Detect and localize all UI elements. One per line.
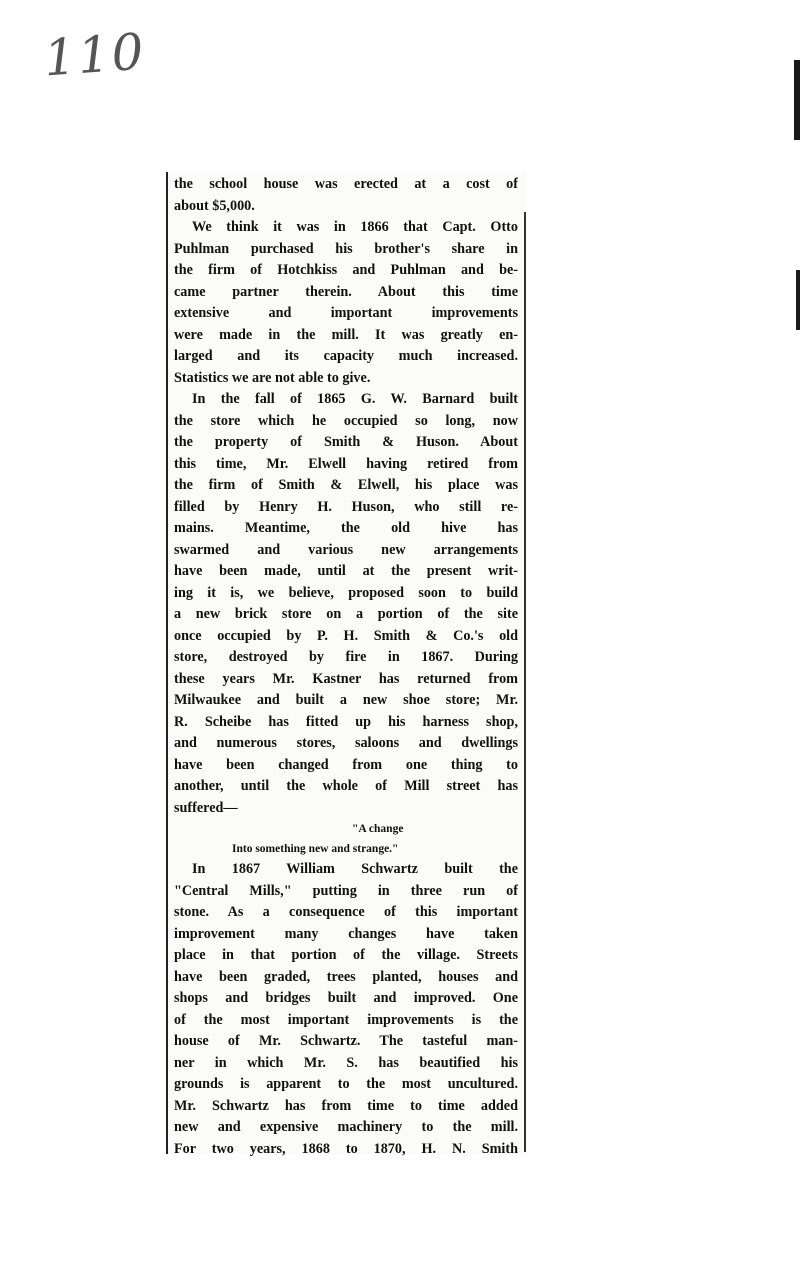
- column-rule-left: [166, 172, 168, 1154]
- text-line: stone. As a consequence of this important: [174, 904, 518, 920]
- text-line: In the fall of 1865 G. W. Barnard built: [192, 391, 518, 407]
- text-line: have been made, until at the present writ-: [174, 563, 518, 579]
- text-line: Mr. Schwartz has from time to time added: [174, 1097, 518, 1114]
- text-line: "Central Mills," putting in three run of: [174, 882, 518, 899]
- text-line: filled by Henry H. Huson, who still re-: [174, 498, 518, 515]
- text-line: store, destroyed by fire in 1867. During: [174, 649, 518, 665]
- text-line: once occupied by P. H. Smith & Co.'s old: [174, 627, 518, 644]
- text-line: and numerous stores, saloons and dwellings: [174, 735, 518, 751]
- text-line: another, until the whole of Mill street has: [174, 778, 518, 794]
- text-line: ner in which Mr. S. has beautified his: [174, 1054, 518, 1071]
- text-line: were made in the mill. It was greatly en-: [174, 326, 518, 343]
- scan-edge-mark-middle: [796, 270, 800, 330]
- text-line: suffered—: [174, 799, 238, 816]
- text-line: these years Mr. Kastner has returned from: [174, 670, 518, 687]
- text-line: the store which he occupied so long, now: [174, 412, 518, 429]
- text-line: Statistics we are not able to give.: [174, 369, 371, 386]
- text-line: the property of Smith & Huson. About: [174, 434, 518, 450]
- text-line: of the most important improvements is the: [174, 1011, 518, 1028]
- handwritten-page-number: 110: [42, 22, 148, 88]
- text-line: mains. Meantime, the old hive has: [174, 520, 518, 536]
- quote-line: "A change: [352, 823, 404, 835]
- text-line: In 1867 William Schwartz built the: [192, 861, 518, 877]
- text-line: We think it was in 1866 that Capt. Otto: [192, 219, 518, 235]
- text-line: the school house was erected at a cost of: [174, 176, 518, 192]
- text-line: improvement many changes have taken: [174, 925, 518, 942]
- text-line: For two years, 1868 to 1870, H. N. Smith: [174, 1140, 518, 1157]
- text-line: the firm of Hotchkiss and Puhlman and be-: [174, 262, 518, 278]
- text-line: have been changed from one thing to: [174, 756, 518, 773]
- text-line: this time, Mr. Elwell having retired from: [174, 455, 518, 472]
- article-text: [174, 174, 518, 1160]
- text-line: have been graded, trees planted, houses and: [174, 968, 518, 985]
- text-line: a new brick store on a portion of the site: [174, 606, 518, 622]
- text-line: the firm of Smith & Elwell, his place was: [174, 477, 518, 493]
- text-line: Puhlman purchased his brother's share in: [174, 240, 518, 257]
- text-line: grounds is apparent to the most uncultured.: [174, 1076, 518, 1092]
- scan-edge-mark-top: [794, 60, 800, 140]
- text-line: larged and its capacity much increased.: [174, 348, 518, 364]
- text-line: extensive and important improvements: [174, 305, 518, 321]
- text-line: swarmed and various new arrangements: [174, 541, 518, 558]
- text-line: house of Mr. Schwartz. The tasteful man-: [174, 1033, 518, 1049]
- text-line: shops and bridges built and improved. One: [174, 990, 518, 1006]
- text-line: about $5,000.: [174, 197, 255, 214]
- quote-line: Into something new and strange.": [232, 843, 399, 855]
- text-line: place in that portion of the village. Streets: [174, 947, 518, 963]
- text-line: R. Scheibe has fitted up his harness shop,: [174, 713, 518, 730]
- newspaper-clipping: [166, 172, 526, 1157]
- text-line: new and expensive machinery to the mill.: [174, 1119, 518, 1135]
- text-line: Milwaukee and built a new shoe store; Mr.: [174, 692, 518, 708]
- text-line: came partner therein. About this time: [174, 283, 518, 300]
- column-rule-right: [524, 212, 526, 1152]
- text-line: ing it is, we believe, proposed soon to build: [174, 584, 518, 601]
